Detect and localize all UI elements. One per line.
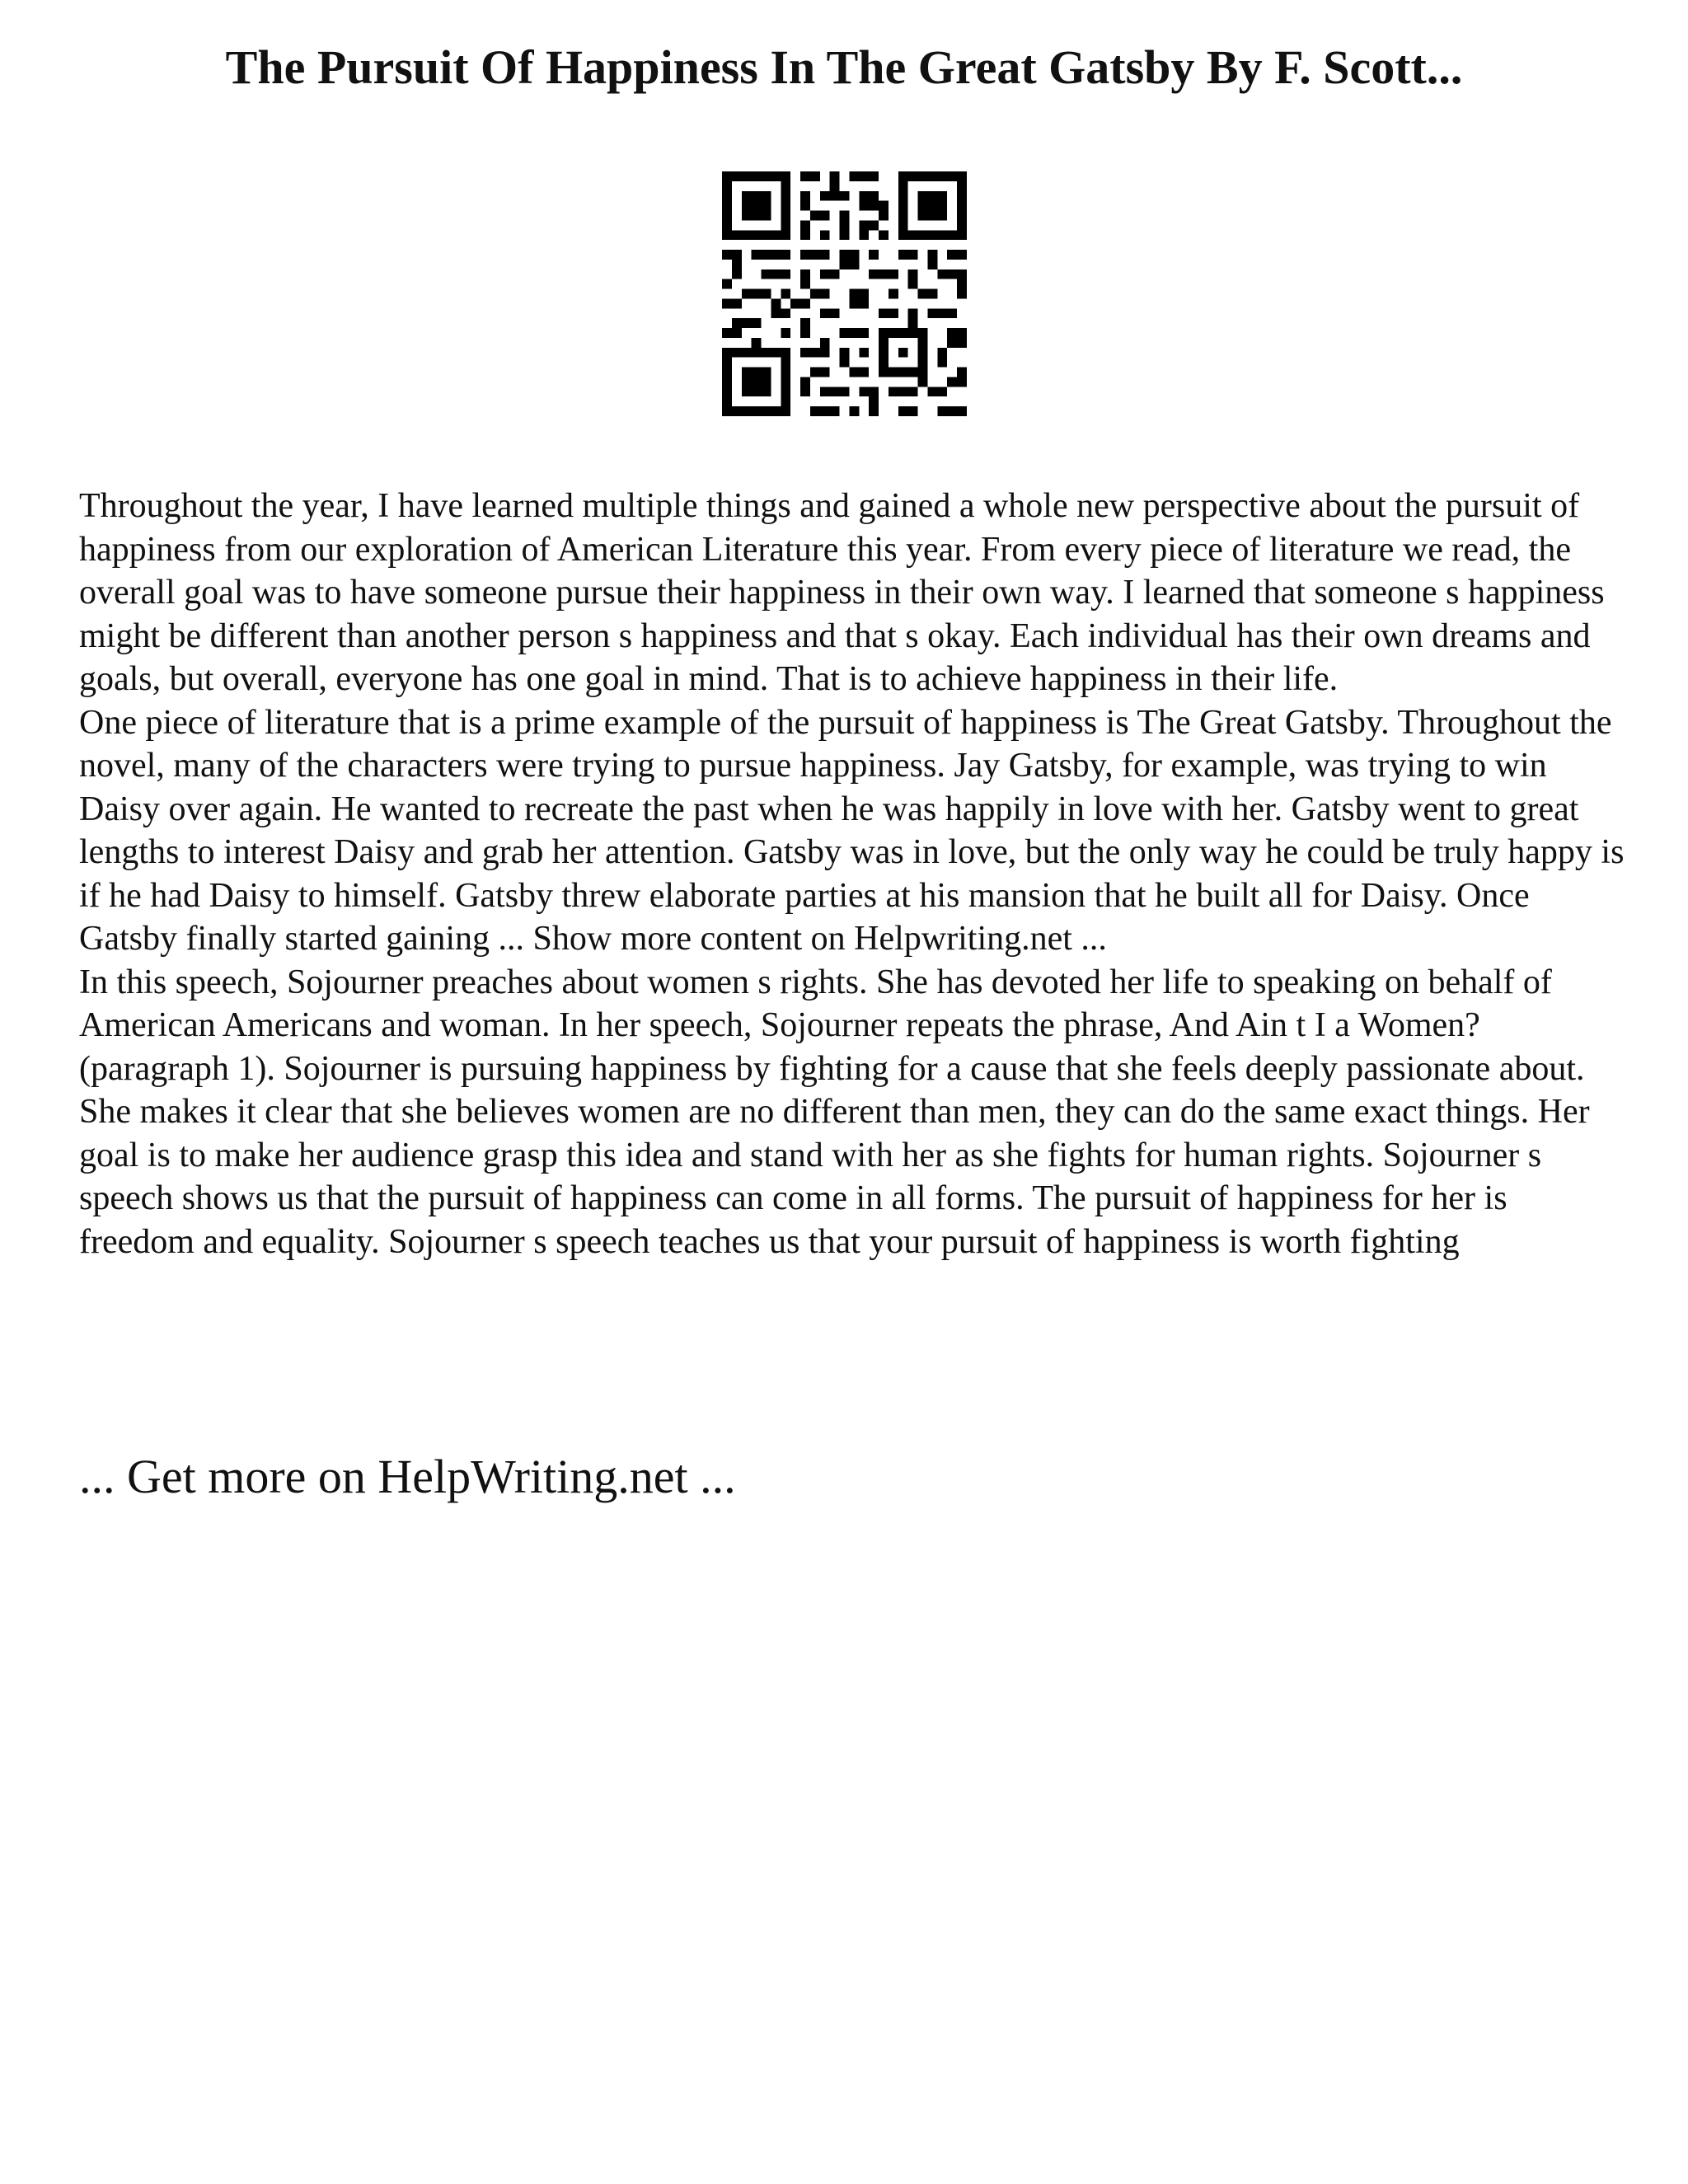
qr-code-icon[interactable]: [722, 171, 967, 416]
paragraph-2: One piece of literature that is a prime example of the pursuit of happiness is The Great Gatsby. Throughout the novel, many of the characters were trying to pursue happiness. Jay Gatsby, for example, was trying to win Daisy over again. He wanted to recreate the past when he was happily in love with her. Gatsby went to great lengths to interest Daisy and grab her attention. Gatsby was in love, but the only way he could be truly happy is if he had Daisy to himself. Gatsby threw elaborate parties at his mansion that he built all for Daisy. Once Gatsby finally started gaining ... Show more content on Helpwriting.net ...: [79, 703, 1625, 958]
get-more-link[interactable]: ... Get more on HelpWriting.net ...: [79, 1450, 736, 1503]
paragraph-1: Throughout the year, I have learned multiple things and gained a whole new perspective about the pursuit of happiness from our exploration of American Literature this year. From every piece of literature we read, the overall goal was to have someone pursue their happiness in their own way. I learned that someone s happiness might be different than another person s happiness and that s okay. Each individual has their own dreams and goals, but overall, everyone has one goal in mind. That is to achieve happiness in their life.: [79, 487, 1605, 698]
article-body: [79, 485, 1629, 1263]
page-title: The Pursuit Of Happiness In The Great Gatsby By F. Scott...: [225, 40, 1463, 94]
paragraph-3: In this speech, Sojourner preaches about women s rights. She has devoted her life to speaking on behalf of American Americans and woman. In her speech, Sojourner repeats the phrase, And Ain t I a Women? (paragraph 1). Sojourner is pursuing happiness by fighting for a cause that she feels deeply passionate about. She makes it clear that she believes women are no different than men, they can do the same exact things. Her goal is to make her audience grasp this idea and stand with her as she fights for human rights. Sojourner s speech shows us that the pursuit of happiness can come in all forms. The pursuit of happiness for her is freedom and equality. Sojourner s speech teaches us that your pursuit of happiness is worth fighting: [79, 963, 1590, 1261]
